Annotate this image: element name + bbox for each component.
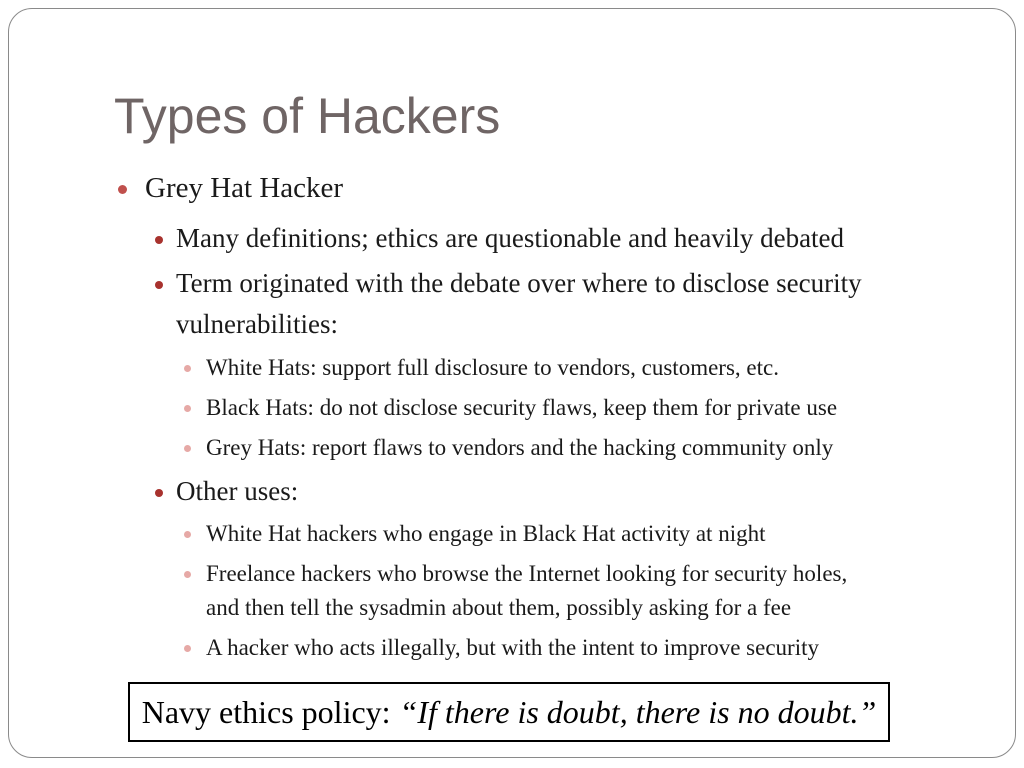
bullet-dot [184,571,191,578]
bullet-dot [155,489,163,497]
bullet-use-illegal: A hacker who acts illegally, but with the intent to improve security [206,635,819,660]
ethics-callout-box [128,682,890,742]
bullet-use-freelance-line2: and then tell the sysadmin about them, possibly asking for a fee [206,595,792,620]
bullet-dot [184,645,191,652]
bullet-dot [155,281,163,289]
slide-title: Types of Hackers [114,88,501,144]
bullet-dot [118,185,127,194]
bullet-term-origin-line1: Term originated with the debate over where to disclose security [176,268,862,298]
bullet-grey-hats: Grey Hats: report flaws to vendors and the hacking community only [206,435,834,460]
bullet-dot [184,405,191,412]
bullet-other-uses: Other uses: [176,476,299,506]
bullet-dot [155,236,163,244]
bullet-dot [184,445,191,452]
slide [8,8,1016,758]
bullet-white-hats: White Hats: support full disclosure to vendors, customers, etc. [206,355,779,380]
callout-label: Navy ethics policy: [141,693,391,730]
bullet-term-origin-line2: vulnerabilities: [176,309,338,339]
bullet-use-night: White Hat hackers who engage in Black Hat activity at night [206,521,766,546]
bullet-dot [184,531,191,538]
bullet-definitions: Many definitions; ethics are questionable and heavily debated [176,223,845,253]
bullet-use-freelance-line1: Freelance hackers who browse the Internet looking for security holes, [206,561,848,586]
bullet-grey-hat-hacker: Grey Hat Hacker [145,172,344,204]
bullet-dot [184,365,191,372]
bullet-black-hats: Black Hats: do not disclose security flaws, keep them for private use [206,395,838,420]
callout-quote: “If there is doubt, there is no doubt.” [399,693,877,730]
